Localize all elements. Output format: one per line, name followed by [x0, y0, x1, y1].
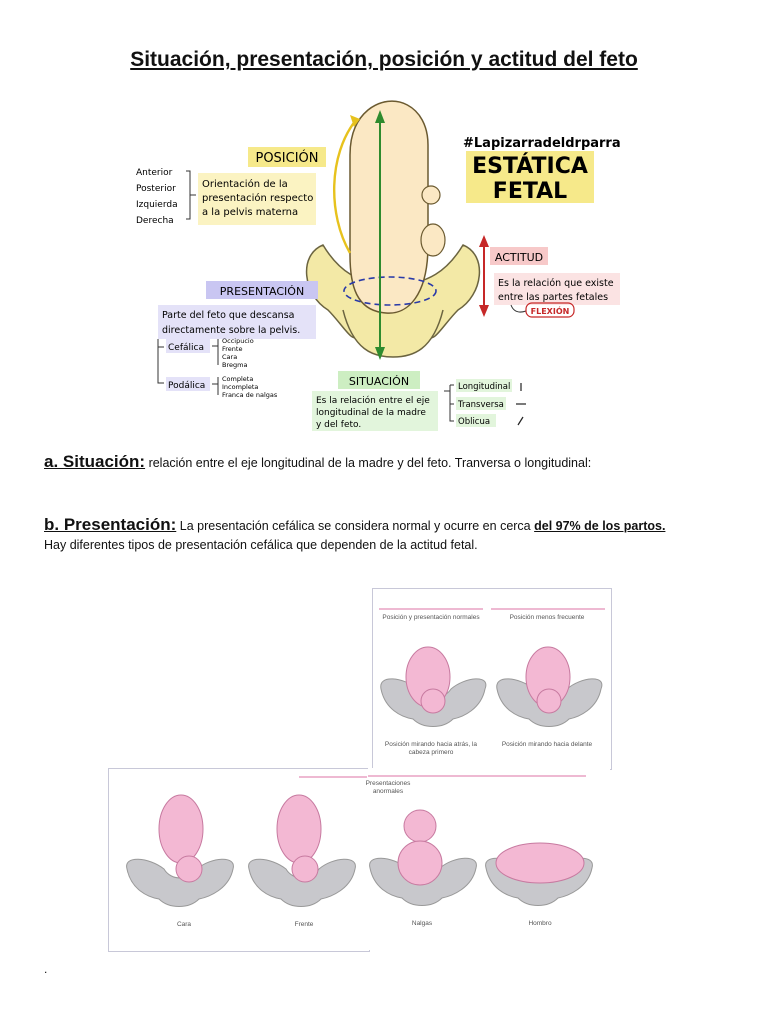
- section-a: [44, 452, 591, 473]
- less-frequent-title: Posición menos frecuente: [509, 614, 585, 621]
- posicion-item: Posterior: [136, 184, 176, 194]
- posicion-label: POSICIÓN: [255, 151, 319, 166]
- podalica-item: Incompleta: [222, 383, 259, 391]
- situacion-item: Oblicua: [458, 417, 491, 427]
- section-b: [44, 515, 734, 555]
- section-a-heading: a. Situación:: [44, 452, 146, 471]
- less-frequent-caption: Posición mirando hacia delante: [501, 741, 593, 748]
- situacion-label: SITUACIÓN: [348, 375, 410, 388]
- page-title: Situación, presentación, posición y actitud del feto: [130, 48, 638, 71]
- posicion-desc: Orientación de la: [202, 179, 288, 190]
- presentacion-label: PRESENTACIÓN: [219, 285, 305, 298]
- actitud-label: ACTITUD: [494, 251, 544, 264]
- frente-caption: Frente: [294, 921, 314, 928]
- estatica-fetal-infographic: [128, 95, 628, 435]
- infographic-drawing: [128, 95, 628, 435]
- main-title-fetal: FETAL: [492, 179, 568, 204]
- presentacion-desc: Parte del feto que descansa: [162, 310, 295, 321]
- actitud-desc: entre las partes fetales: [498, 292, 609, 303]
- trailing-dot: .: [44, 962, 48, 976]
- section-a-text: relación entre el eje longitudinal de la madre y del feto. Tranversa o longitudinal:: [148, 456, 592, 470]
- situacion-desc: Es la relación entre el eje: [316, 396, 430, 406]
- section-b-text-bold: del 97% de los partos.: [534, 519, 666, 533]
- podalica-item: Completa: [222, 375, 254, 383]
- cefalica-item: Bregma: [222, 361, 248, 369]
- hashtag: #Lapizarradeldrparra: [463, 136, 621, 151]
- cefalica-item: Frente: [222, 345, 243, 353]
- podalica-item: Franca de nalgas: [222, 391, 278, 399]
- posicion-item: Izquierda: [136, 200, 178, 210]
- cara-caption: Cara: [176, 921, 192, 928]
- section-b-text-1: La presentación cefálica se considera normal y ocurre en cerca: [179, 519, 531, 533]
- actitud-desc: Es la relación que existe: [498, 278, 614, 289]
- section-b-heading: b. Presentación:: [44, 515, 177, 534]
- cefalica-label: Cefálica: [168, 343, 204, 353]
- posicion-desc: presentación respecto: [202, 193, 314, 204]
- figure-normal-positions: [372, 588, 612, 770]
- situacion-item: Longitudinal: [458, 382, 511, 392]
- hombro-caption: Hombro: [528, 920, 552, 927]
- presentacion-desc: directamente sobre la pelvis.: [162, 325, 301, 336]
- situacion-desc: longitudinal de la madre: [316, 408, 426, 418]
- abnormal-title: Presentaciones anormales: [365, 780, 411, 795]
- posicion-desc: a la pelvis materna: [202, 207, 299, 218]
- section-b-text-2: Hay diferentes tipos de presentación cefálica que dependen de la actitud fetal.: [44, 538, 478, 552]
- figure-abnormal-right: [365, 768, 610, 950]
- main-title-estatica: ESTÁTICA: [472, 154, 588, 179]
- posicion-item: Anterior: [136, 168, 173, 178]
- cefalica-item: Occipucio: [222, 337, 254, 345]
- flexion-label: FLEXIÓN: [530, 307, 570, 316]
- situacion-item: Transversa: [458, 400, 504, 410]
- situacion-desc: y del feto.: [316, 420, 362, 430]
- normal-position-caption: Posición mirando hacia atrás, la cabeza primero: [384, 741, 478, 756]
- podalica-label: Podálica: [168, 381, 206, 391]
- posicion-item: Derecha: [136, 216, 174, 226]
- figure-abnormal-left: [108, 768, 370, 952]
- normal-position-title: Posición y presentación normales: [382, 614, 480, 621]
- nalgas-caption: Nalgas: [411, 920, 433, 927]
- cefalica-item: Cara: [222, 353, 238, 361]
